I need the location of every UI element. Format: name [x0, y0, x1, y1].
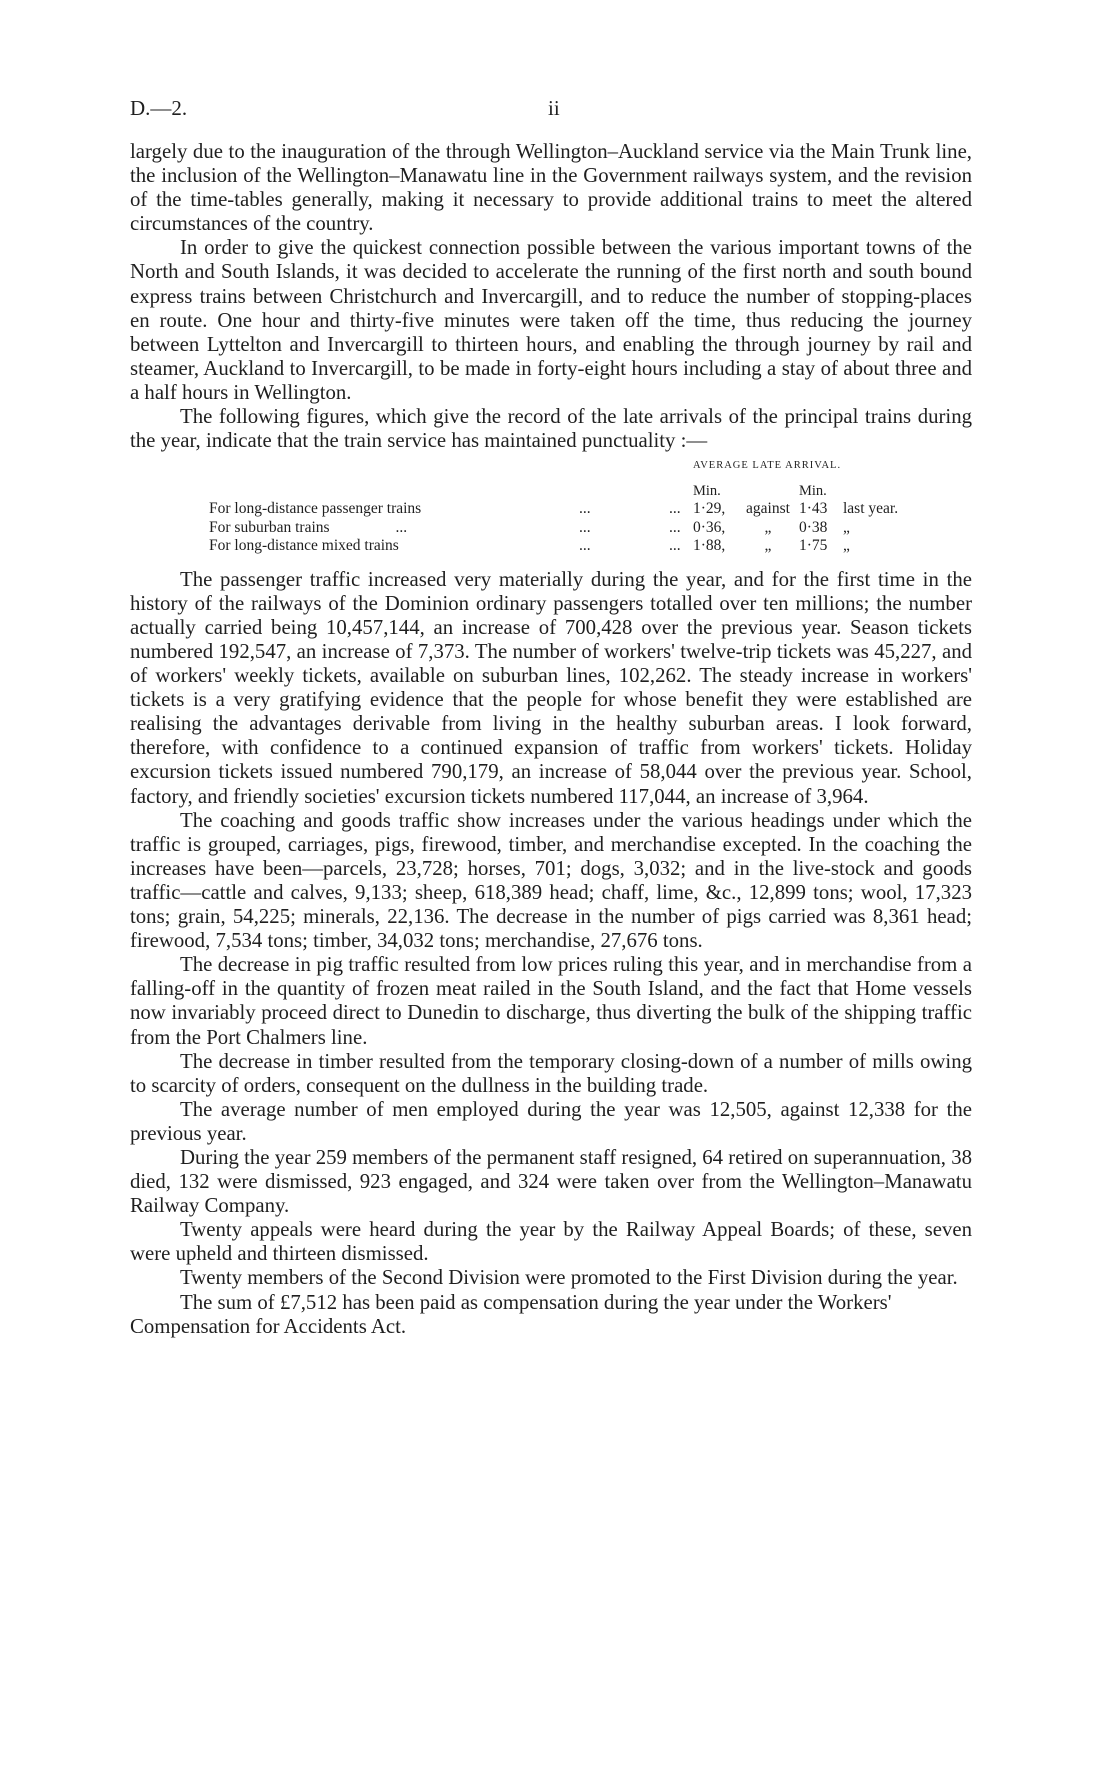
unit-current: Min.	[693, 482, 721, 499]
leader-dots: ...	[579, 537, 591, 555]
paragraph: The coaching and goods traffic show increases under the various headings under which the traffic is grouped, carriages, pigs, firewood, timber, and merchandise excepted. In the coaching the increases have been—parcels, 23,728; horses, 701; dogs, 3,032; and in the live-stock and goods traffic—cattle and calves, 9,133; sheep, 618,389 head; chaff, lime, &c., 12,899 tons; wool, 17,323 tons; grain, 54,225; minerals, 22,136. The decrease in the number of pigs carried was 8,361 head; firewood, 7,534 tons; timber, 34,032 tons; merchandise, 27,676 tons.	[130, 808, 972, 953]
row-label: For suburban trains	[209, 518, 330, 536]
current-value: 1·88,	[693, 537, 726, 555]
paragraph: The decrease in pig traffic resulted from low prices ruling this year, and in merchandise from a falling-off in the quantity of frozen meat railed in the South Island, and the fact that Home vessels now invariably proceed direct to Dunedin to discharge, thus diverting the bulk of the shipping traffic from the Port Chalmers line.	[130, 953, 972, 1049]
row-label: For long-distance passenger trains	[209, 500, 422, 518]
paragraph: During the year 259 members of the permanent staff resigned, 64 retired on superannuation, 38 died, 132 were dismissed, 923 engaged, and 324 were taken over from the Wellington–Manawatu Railway Company.	[130, 1145, 972, 1218]
ditto-mark: „	[764, 518, 772, 536]
row-suffix: last year.	[843, 500, 899, 518]
paragraph: The decrease in timber resulted from the temporary closing-down of a number of mills owing to scarcity of orders, consequent on the dullness in the building trade.	[130, 1049, 972, 1097]
table-row	[209, 537, 909, 556]
table-row	[209, 500, 909, 519]
paragraph: Twenty appeals were heard during the year by the Railway Appeal Boards; of these, seven were upheld and thirteen dismissed.	[130, 1218, 972, 1266]
paragraph: The sum of £7,512 has been paid as compensation during the year under the Workers' Compensation for Accidents Act.	[130, 1290, 892, 1338]
row-label: For long-distance mixed trains	[209, 537, 399, 555]
row-suffix: „	[843, 537, 850, 555]
page-number: ii	[548, 96, 560, 120]
paragraph: largely due to the inauguration of the through Wellington–Auckland service via the Main Trunk line, the inclusion of the Wellington–Manawatu line in the Government railways system, and the revision of the time-tables generally, making it necessary to provide additional trains to meet the altered circumstances of the country.	[130, 140, 972, 236]
leader-dots: ...	[669, 537, 681, 555]
leader-dots: ...	[395, 518, 408, 536]
previous-value: 1·43	[799, 500, 828, 518]
row-suffix: „	[843, 518, 850, 536]
current-value: 1·29,	[693, 500, 726, 518]
leader-dots: ...	[579, 500, 591, 518]
late-arrival-table	[209, 457, 909, 556]
previous-value: 0·38	[799, 518, 828, 536]
ditto-mark: „	[764, 537, 772, 555]
leader-dots: ...	[669, 500, 681, 518]
body-text	[130, 140, 972, 1339]
leader-dots: ...	[579, 518, 591, 536]
table-row	[209, 519, 909, 538]
paragraph: The average number of men employed during the year was 12,505, against 12,338 for the previous year.	[130, 1097, 972, 1145]
paragraph: In order to give the quickest connection possible between the various important towns of the North and South Islands, it was decided to accelerate the running of the first north and south bound express trains between Christchurch and Invercargill, and to reduce the number of stopping-places en route. One hour and thirty-five minutes were taken off the time, thus reducing the journey between Lyttelton and Invercargill to thirteen hours, and enabling the through journey by rail and steamer, Auckland to Invercargill, to be made in forty-eight hours including a stay of about three and a half hours in Wellington.	[130, 236, 972, 404]
leader-dots: ...	[669, 518, 681, 536]
current-value: 0·36,	[693, 518, 726, 536]
report-code: D.—2.	[130, 96, 188, 120]
paragraph: The passenger traffic increased very materially during the year, and for the first time in the history of the railways of the Dominion ordinary passengers totalled over ten millions; the number actually carried being 10,457,144, an increase of 700,428 over the previous year. Season tickets numbered 192,547, an increase of 7,373. The number of workers' twelve-trip tickets was 45,227, and of workers' weekly tickets, available on suburban lines, 102,262. The steady increase in workers' tickets is a very gratifying evidence that the people for whose benefit they were established are realising the advantages derivable from living in the healthy suburban areas. I look forward, therefore, with confidence to a continued expansion of traffic from workers' tickets. Holiday excursion tickets issued numbered 790,179, an increase of 58,044 over the previous year. School, factory, and friendly societies' excursion tickets numbered 117,044, an increase of 3,964.	[130, 567, 972, 808]
against-word: against	[746, 500, 790, 518]
paragraph: Twenty members of the Second Division were promoted to the First Division during the year.	[180, 1266, 958, 1290]
unit-previous: Min.	[799, 482, 827, 499]
previous-value: 1·75	[799, 537, 828, 555]
table-caption: AVERAGE LATE ARRIVAL.	[693, 460, 842, 472]
paragraph: The following figures, which give the record of the late arrivals of the principal trains during the year, indicate that the train service has maintained punctuality :—	[130, 405, 972, 453]
